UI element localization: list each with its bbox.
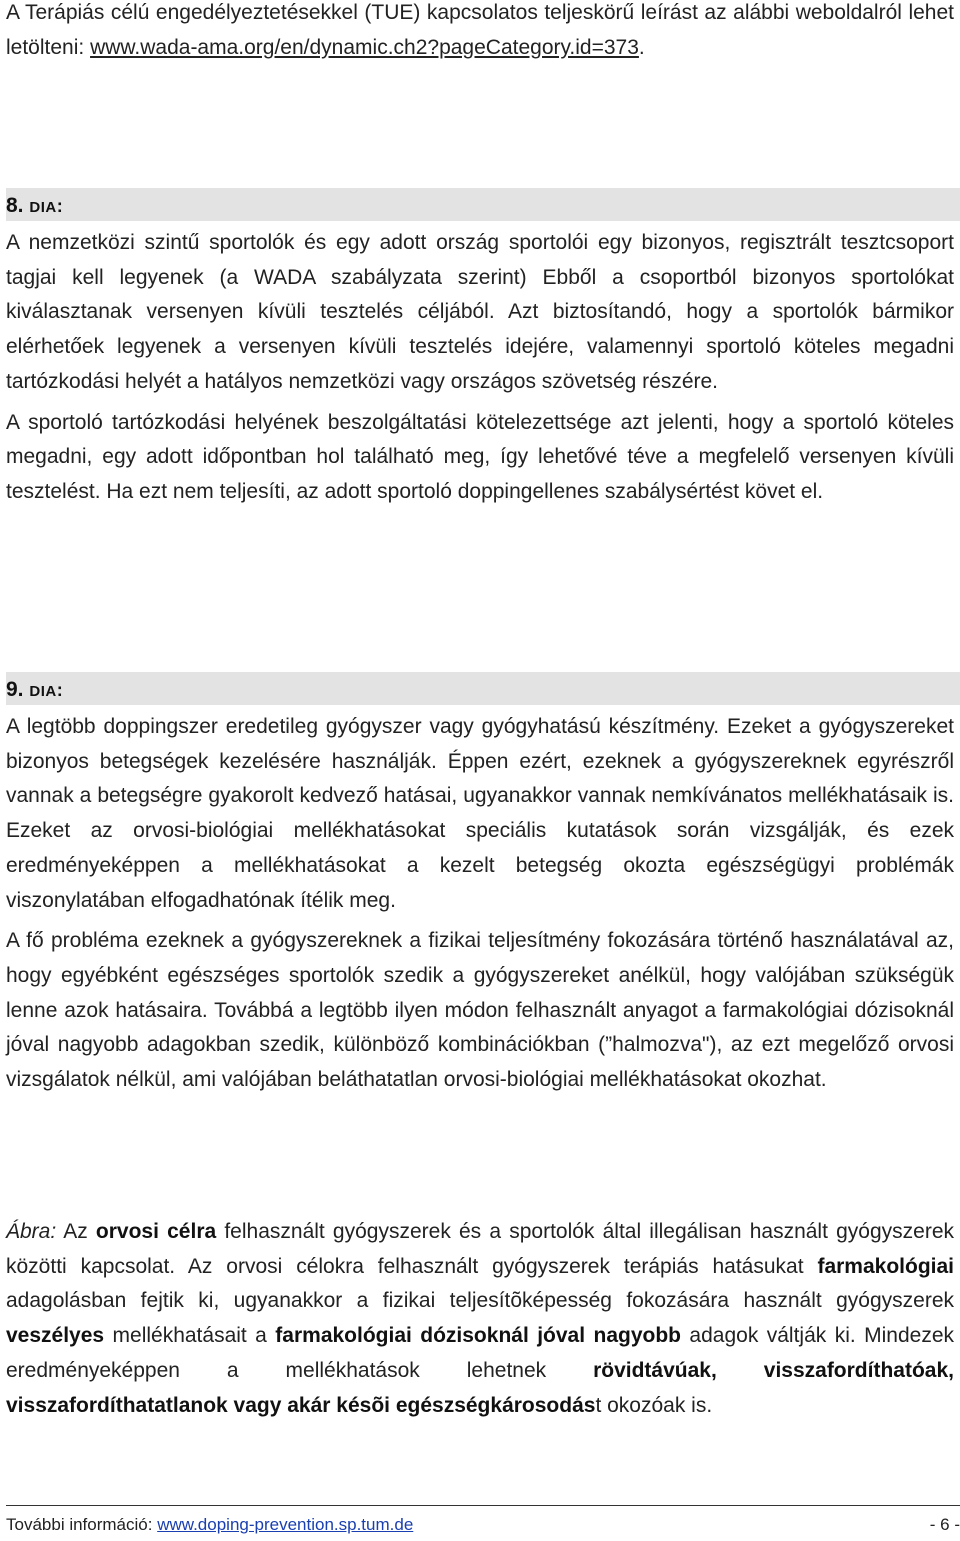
- section-9-number: 9.: [6, 678, 24, 701]
- section-8-heading: [6, 188, 960, 221]
- intro-paragraph: [6, 0, 954, 65]
- caption-text-1: Az: [56, 1220, 96, 1243]
- caption-bold-1: orvosi célra: [95, 1220, 217, 1243]
- section-8-colon: :: [56, 196, 63, 216]
- footer-label: További információ:: [6, 1515, 158, 1534]
- section-9-paragraph-1: A legtöbb doppingszer eredetileg gyógyszer vagy gyógyhatású készítmény. Ezeket a gyógyszereket bizonyos betegségek kezelésére használják. Éppen ezért, ezeknek a gyógyszereknek egyrészről vannak a betegségre gyakorolt kedvező hatásai, ugyanakkor vannak nemkívánatos mellékhatásaik is. Ezeket az orvosi-biológiai mellékhatásokat speciális kutatások során vizsgálják, és ezek eredményeképpen a mellékhatásokat a kezelt betegség okozta egészségügyi problémák viszonylatában elfogadhatónak ítélik meg.: [6, 715, 954, 912]
- caption-bold-3: veszélyes: [6, 1324, 105, 1348]
- caption-bold-5: rövidtávúak, visszafordíthatóak, visszafordíthatatlanok vagy akár késõi egészségkárosodás: [6, 1358, 954, 1417]
- caption-label: Ábra:: [6, 1220, 57, 1243]
- section-8-dia-label: DIA: [29, 199, 57, 216]
- caption-text-4: mellékhatásait a: [104, 1324, 276, 1348]
- section-9-body: [6, 710, 954, 1098]
- caption-text-3: adagolásban fejtik ki, ugyanakkor a fizikai teljesítõképesség fokozására használt gyógyszerek: [6, 1289, 954, 1313]
- page-footer: [6, 1512, 960, 1538]
- intro-period: .: [638, 35, 645, 59]
- wada-link[interactable]: www.wada-ama.org/en/dynamic.ch2?pageCategory.id=373: [90, 35, 639, 59]
- caption-text-6: t okozóak is.: [595, 1393, 713, 1417]
- caption-text-2: felhasznált gyógyszerek és a sportolók által illegálisan használt gyógyszerek közötti kapcsolat. Az orvosi célokra felhasznált gyógyszerek terápiás hatásukat: [6, 1220, 954, 1278]
- figure-caption: [6, 1215, 954, 1423]
- section-8-body: [6, 226, 954, 510]
- figure-caption-paragraph: [6, 1215, 954, 1423]
- intro-text: A Terápiás célú engedélyeztetésekkel (TUE) kapcsolatos teljeskörű leírást az alábbi weboldalról lehet letölteni:: [6, 1, 954, 59]
- section-9-dia-label: DIA: [29, 683, 57, 700]
- footer-divider: [6, 1505, 960, 1506]
- caption-text-5: adagok váltják ki. Mindezek eredményeképpen a mellékhatások lehetnek: [6, 1324, 955, 1382]
- section-9-paragraph-2: A fő probléma ezeknek a gyógyszereknek a fizikai teljesítmény fokozására történő használatával az, hogy egyébként egészséges sportolók szedik a gyógyszereket anélkül, hogy valójában szükségük lenne azok hatásaira. Továbbá a legtöbb ilyen módon felhasznált anyagot a farmakológiai dózisoknál jóval nagyobb adagokban szedik, különböző kombinációkban (”halmozva"), az ezt megelőző orvosi vizsgálatok nélkül, ami valójában beláthatatlan orvosi-biológiai mellékhatásokat okozhat.: [6, 929, 954, 1092]
- intro-block: [6, 0, 954, 65]
- section-8-paragraph-2: A sportoló tartózkodási helyének beszolgáltatási kötelezettsége azt jelenti, hogy a sportoló köteles megadni, egy adott időpontban hol található meg, így lehetővé téve a megfelelő versenyen kívüli tesztelést. Ha ezt nem teljesíti, az adott sportoló doppingellenes szabálysértést követ el.: [6, 410, 954, 503]
- section-8-paragraph-1: A nemzetközi szintű sportolók és egy adott ország sportolói egy bizonyos, regisztrált tesztcsoport tagjai kell legyenek (a WADA szabályzata szerint) Ebből a csoportból bizonyos sportolókat kiválasztanak versenyen kívüli tesztelés céljából. Azt biztosítandó, hogy a sportolók bármikor elérhetőek legyenek a versenyen kívüli tesztelés idejére, valamennyi sportoló köteles megadni tartózkodási helyét a hatályos nemzetközi vagy országos szövetség részére.: [6, 231, 954, 393]
- section-9-heading: [6, 672, 960, 705]
- page-number: - 6 -: [929, 1515, 960, 1534]
- section-9-colon: :: [56, 680, 63, 700]
- footer-link[interactable]: www.doping-prevention.sp.tum.de: [157, 1515, 414, 1534]
- section-8-number: 8.: [6, 194, 24, 217]
- caption-bold-4: farmakológiai dózisoknál jóval nagyobb: [275, 1324, 681, 1348]
- caption-bold-2: farmakológiai: [817, 1254, 954, 1278]
